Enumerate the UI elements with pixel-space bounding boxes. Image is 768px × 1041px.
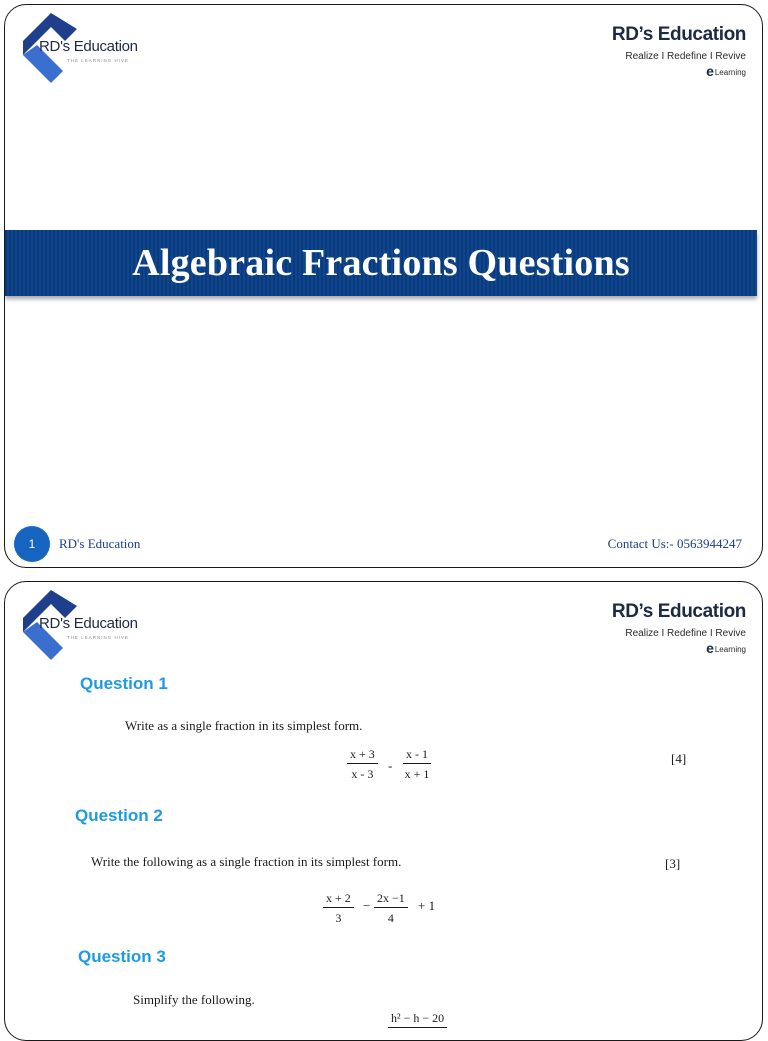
question-3-heading: Question 3 — [78, 947, 166, 966]
elearning-label — [576, 642, 746, 656]
rds-logo-right — [576, 600, 746, 656]
question-2-plus-one: + 1 — [418, 898, 436, 913]
footer-brand: RD's Education — [59, 536, 141, 551]
title-slide — [4, 4, 763, 568]
brand-tagline-right: Realize I Redefine I Revive — [625, 51, 746, 62]
rds-logo-right — [576, 23, 746, 79]
questions-slide — [4, 581, 763, 1041]
question-2-fraction-1 — [323, 890, 354, 926]
fraction-denominator: 4 — [387, 911, 394, 925]
fraction-numerator: x + 3 — [347, 746, 378, 764]
brand-name-right: RD’s Education — [611, 601, 746, 622]
elearning-text: Learning — [714, 645, 746, 654]
e-learning-icon: e — [706, 63, 714, 79]
rds-logo-left — [17, 588, 147, 664]
question-1-fraction-1 — [347, 746, 378, 782]
footer-contact: Contact Us:- 0563944247 — [607, 536, 742, 551]
rds-logo-left — [17, 11, 147, 87]
elearning-label — [576, 65, 746, 79]
fraction-numerator: h² − h − 20 — [388, 1010, 447, 1028]
question-1-marks: [4] — [671, 751, 687, 766]
fraction-denominator: x + 1 — [404, 767, 430, 781]
question-2-instruction: Write the following as a single fraction in its simplest form. — [91, 854, 402, 869]
elearning-text: Learning — [714, 68, 746, 77]
fraction-numerator: 2x −1 — [374, 890, 408, 908]
question-2-marks: [3] — [665, 856, 681, 871]
question-1-instruction: Write as a single fraction in its simplest form. — [125, 718, 363, 733]
question-2-fraction-2 — [374, 890, 408, 926]
question-1-heading: Question 1 — [80, 674, 168, 693]
brand-tagline-left: THE LEARNING HIVE — [67, 635, 130, 640]
question-2-heading: Question 2 — [75, 806, 163, 825]
title-banner — [5, 230, 757, 296]
brand-name-right: RD’s Education — [611, 24, 746, 45]
brand-tagline-left: THE LEARNING HIVE — [67, 58, 130, 63]
question-3-fraction-1 — [388, 1010, 447, 1028]
question-3-instruction: Simplify the following. — [133, 992, 255, 1007]
slide-title: Algebraic Fractions Questions — [132, 242, 630, 284]
question-2-operator: − — [363, 898, 371, 913]
question-1-operator: - — [388, 758, 393, 773]
brand-name-left: RD's Education — [39, 615, 138, 632]
fraction-numerator: x - 1 — [403, 746, 431, 764]
fraction-numerator: x + 2 — [323, 890, 354, 908]
fraction-denominator: x - 3 — [351, 767, 374, 781]
brand-name-left: RD's Education — [39, 38, 138, 55]
fraction-denominator: 3 — [335, 911, 342, 925]
page-number-badge: 1 — [14, 526, 50, 562]
brand-tagline-right: Realize I Redefine I Revive — [625, 628, 746, 639]
question-1-fraction-2 — [403, 746, 431, 782]
e-learning-icon: e — [706, 640, 714, 656]
